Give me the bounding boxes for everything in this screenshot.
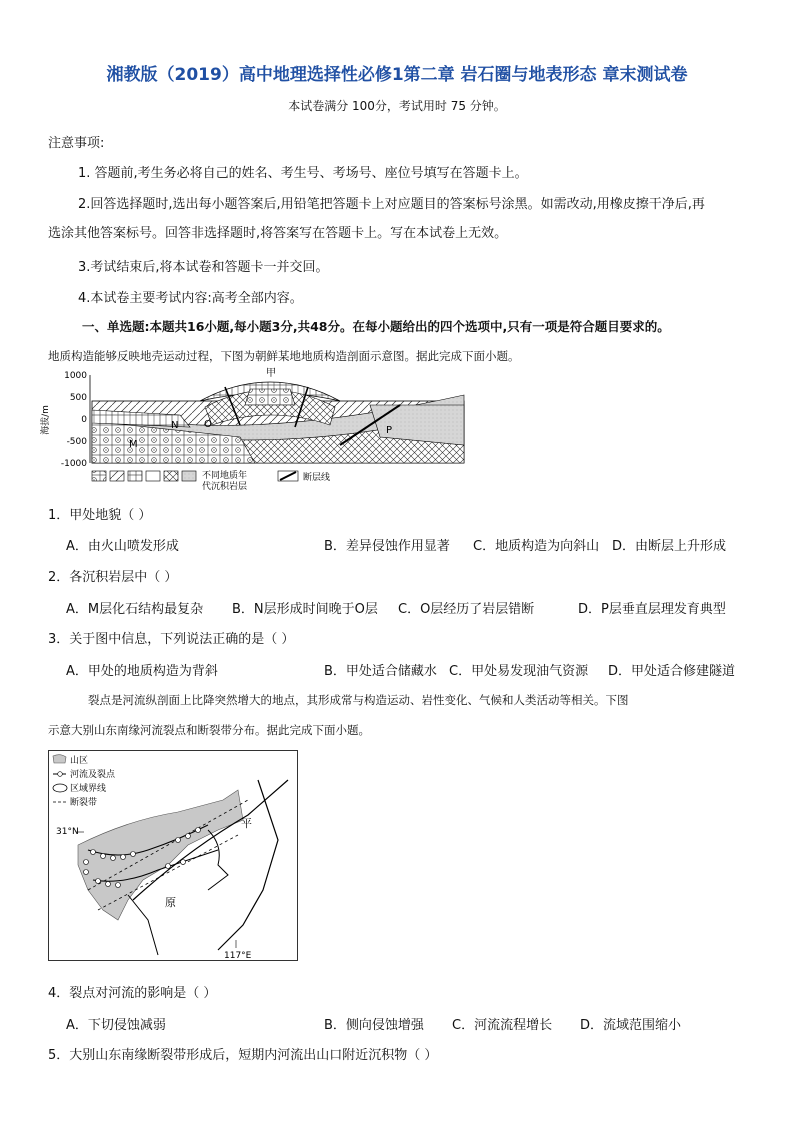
latitude-label: 31°N [56,827,79,837]
longitude-label: 117°E [224,951,252,961]
q3-option-b: B．甲处适合储藏水 [324,664,437,679]
question-4-stem: 4．裂点对河流的影响是（ ） [48,986,217,1001]
legend-swatch [146,471,160,481]
q3-option-a: A．甲处的地质构造为背斜 [66,664,218,679]
notes-heading: 注意事项: [48,136,105,151]
q1-option-c: C．地质构造为向斜山 [473,539,600,554]
q1-option-d: D．由断层上升形成 [612,539,727,554]
legend-swatch [92,471,106,481]
exam-info: 本试卷满分 100分，考试用时 75 分钟。 [288,99,506,113]
section-heading: 一、单选题:本题共16小题,每小题3分,共48分。在每小题给出的四个选项中,只有一项是符合题目要求的。 [82,319,670,334]
ytick-label: 500 [69,393,87,403]
note-item: 4.本试卷主要考试内容:高考全部内容。 [78,291,303,306]
question-3-stem: 3．关于图中信息，下列说法正确的是（ ） [48,632,295,647]
legend-swatch [182,471,196,481]
legend-strata-label-line1: 不同地质年 [202,471,248,481]
ytick-label: 1000 [64,371,87,381]
note-item: 3.考试结束后,将本试卷和答题卡一并交回。 [78,260,329,275]
legend-swatch [128,471,142,481]
label-yuan: 原 [165,896,176,909]
q4-option-d: D．流域范围缩小 [580,1018,682,1033]
note-item: 1. 答题前,考生务必将自己的姓名、考生号、考场号、座位号填写在答题卡上。 [78,166,528,181]
question-5-stem: 5．大别山东南缘断裂带形成后，短期内河流出山口附近沉积物（ ） [48,1048,438,1063]
question-2-stem: 2．各沉积岩层中（ ） [48,570,178,585]
q4-option-a: A．下切侵蚀减弱 [66,1018,166,1033]
fault-map-figure [48,750,298,965]
note-item: 2.回答选择题时,选出每小题答案后,用铅笔把答题卡上对应题目的答案标号涂黑。如需改动,用橡皮擦干净后,再 [78,197,705,212]
q4-option-c: C．河流流程增长 [452,1018,553,1033]
legend-swatch [110,471,124,481]
legend-strata-label-line2: 代沉积岩层 [202,482,248,492]
knickpoint-legend-icon [58,772,63,777]
legend-item: 断裂带 [70,798,98,808]
q2-option-a: A．M层化石结构最复杂 [66,602,204,617]
q2-option-d: D．P层垂直层理发育典型 [578,602,726,617]
q2-option-c: C．O层经历了岩层错断 [398,602,535,617]
label-ping: 平 [241,817,252,830]
label-jia: 甲 [266,368,276,379]
label-m: M [129,439,138,450]
legend-fault-label: 断层线 [303,473,331,483]
q3-option-d: D．甲处适合修建隧道 [608,664,736,679]
legend-item: 河流及裂点 [70,770,116,780]
label-o: O [204,419,212,430]
geologic-section-figure [40,365,470,495]
q4-option-b: B．侧向侵蚀增强 [324,1018,424,1033]
ytick-label: 0 [81,415,87,425]
mountain-legend-icon [53,755,66,763]
label-p: P [386,425,393,436]
legend-item: 区域界线 [70,784,107,794]
label-n: N [171,420,179,431]
page-title: 湘教版（2019）高中地理选择性必修1第二章 岩石圈与地表形态 章末测试卷 [106,65,688,85]
question-1-stem: 1．甲处地貌（ ） [48,508,152,523]
passage-2-line2: 示意大别山东南缘河流裂点和断裂带分布。据此完成下面小题。 [48,723,370,737]
ytick-label: -500 [66,437,87,447]
y-axis-label: 海拔/m [41,405,51,435]
q3-option-c: C．甲处易发现油气资源 [449,664,589,679]
q1-option-a: A．由火山喷发形成 [66,539,179,554]
q2-option-b: B．N层形成时间晚于O层 [232,602,378,617]
passage-1: 地质构造能够反映地壳运动过程，下图为朝鲜某地地质构造剖面示意图。据此完成下面小题。 [48,349,520,363]
legend-swatch [164,471,178,481]
passage-2-line1: 裂点是河流纵剖面上比降突然增大的地点，其形成常与构造运动、岩性变化、气候和人类活动等相关。下图 [88,693,629,707]
q1-option-b: B．差异侵蚀作用显著 [324,539,450,554]
ytick-label: -1000 [60,459,87,469]
legend-item: 山区 [70,756,89,766]
note-item: 选涂其他答案标号。回答非选择题时,将答案写在答题卡上。写在本试卷上无效。 [48,226,508,241]
